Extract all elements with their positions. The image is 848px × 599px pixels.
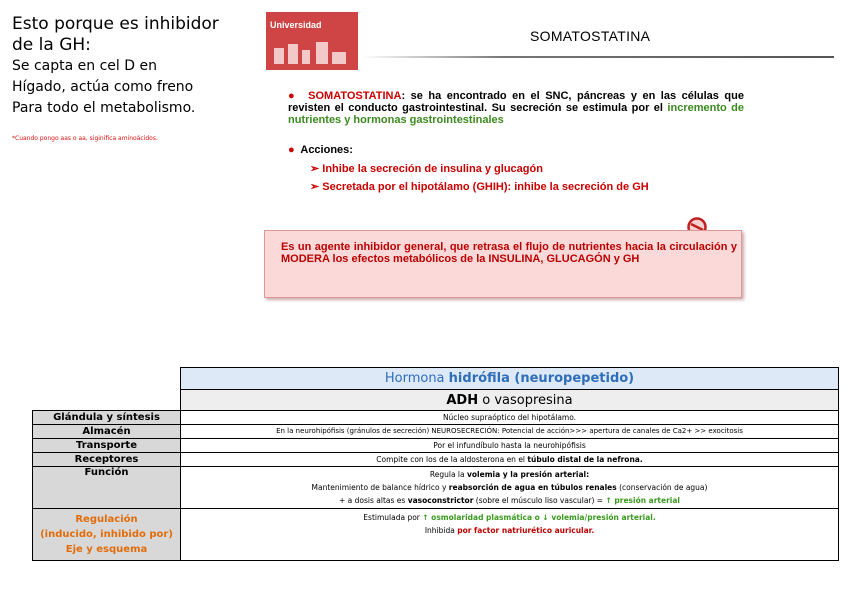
- bullet-dot: ●: [288, 90, 298, 102]
- callout-box: [264, 230, 742, 298]
- table-row: [33, 425, 839, 439]
- logo-text: Universidad: [270, 20, 322, 30]
- row-value: En la neurohipófisis (gránulos de secreción) NEUROSECRECIÓN: Potencial de acción>>> apertura de canales de Ca2+ >> exocitosis: [181, 425, 839, 439]
- hormone-name: ADH: [446, 392, 479, 408]
- table-row: [33, 439, 839, 453]
- row-value: [181, 453, 839, 467]
- value-text: Compite con los de la aldosterona en el: [376, 455, 528, 464]
- label-line: Regulación: [75, 514, 138, 525]
- note-line: Esto porque es inhibidor: [12, 14, 219, 34]
- value-text: (sobre el músculo liso vascular) =: [473, 496, 606, 505]
- row-label: [33, 509, 181, 561]
- value-text: Mantenimiento de balance hídrico y: [311, 483, 449, 492]
- highlight: incremento de nutrientes y hormonas gastrointestinales: [288, 102, 744, 126]
- row-label: Función: [33, 467, 181, 509]
- side-notes: [12, 14, 252, 142]
- row-label: Almacén: [33, 425, 181, 439]
- label-line: Eje y esquema: [65, 544, 148, 555]
- adh-table: [32, 367, 839, 561]
- sub-bullet: [310, 162, 543, 175]
- bullet-text: : se ha encontrado en el SNC, páncreas y en las células que revisten el conducto gastrointestinal. Su secreción se estimula por el: [288, 90, 744, 114]
- value-text: (conservación de agua): [616, 483, 708, 492]
- table-header-row: [33, 390, 839, 411]
- value-text: + a dosis altas es: [338, 496, 408, 505]
- value-line: [184, 468, 835, 481]
- sub-bullet-text: Inhibe la secreción de insulina y glucagón: [322, 163, 543, 175]
- value-highlight: ↑ osmolaridad plasmática o ↓ volemia/presión arterial.: [422, 513, 656, 522]
- bullet-dot: ●: [288, 144, 295, 156]
- value-text: Estimulada por: [363, 513, 423, 522]
- hormone-type-header: [181, 368, 839, 390]
- value-line: [184, 494, 835, 507]
- hormone-name-header: [181, 390, 839, 411]
- empty-corner: [33, 390, 181, 411]
- row-value: [181, 467, 839, 509]
- callout-text: Es un agente inhibidor general, que retrasa el flujo de nutrientes hacia la circulación y MODERA los efectos metabólicos de la INSULINA, GLUCAGÓN y GH: [281, 241, 737, 265]
- value-highlight: por factor natriurético auricular.: [457, 526, 595, 535]
- note-line: Para todo el metabolismo.: [12, 100, 196, 116]
- value-line: [184, 481, 835, 494]
- note-line: Se capta en cel D en: [12, 58, 157, 74]
- value-line: [184, 524, 835, 537]
- label-line: (inducido, inhibido por): [40, 529, 173, 540]
- row-value: Por el infundíbulo hasta la neurohipófisis: [181, 439, 839, 453]
- row-label: Transporte: [33, 439, 181, 453]
- sub-bullet: [310, 180, 649, 193]
- table-row: [33, 411, 839, 425]
- table-row: [33, 509, 839, 561]
- bullet-somatostatina: [288, 90, 744, 126]
- title-divider: [362, 56, 834, 58]
- arrow-icon: ➢: [310, 181, 320, 193]
- slide-title: SOMATOSTATINA: [530, 28, 651, 44]
- row-value: [181, 509, 839, 561]
- value-bold: túbulo distal de la nefrona.: [527, 455, 643, 464]
- sub-bullet-text: Secretada por el hipotálamo (GHIH): inhibe la secreción de GH: [322, 181, 649, 193]
- value-bold: vasoconstrictor: [407, 496, 474, 505]
- term: SOMATOSTATINA: [308, 90, 402, 102]
- empty-corner: [33, 368, 181, 390]
- row-label: Glándula y síntesis: [33, 411, 181, 425]
- bullet-acciones: [288, 144, 353, 156]
- row-value: Núcleo supraóptico del hipotálamo.: [181, 411, 839, 425]
- value-text: Inhibida: [424, 526, 458, 535]
- university-logo: [266, 12, 358, 70]
- arrow-icon: ➢: [310, 163, 320, 175]
- value-text: Regula la: [429, 470, 467, 479]
- hormone-alias: o vasopresina: [478, 392, 573, 408]
- note-line: de la GH:: [12, 35, 91, 55]
- value-bold: volemia y la presión arterial:: [467, 470, 590, 479]
- header-bold: hidrófila (neuropepetido): [448, 371, 635, 386]
- table-header-row: [33, 368, 839, 390]
- table-row: [33, 453, 839, 467]
- value-bold: reabsorción de agua en túbulos renales: [448, 483, 617, 492]
- row-label: Receptores: [33, 453, 181, 467]
- table-row: [33, 467, 839, 509]
- footnote: *Cuando pongo aas o aa, siginifica aminoácidos.: [12, 135, 158, 142]
- note-line: Hígado, actúa como freno: [12, 79, 194, 95]
- bullet-text: Acciones:: [300, 144, 353, 156]
- value-line: [184, 511, 835, 524]
- header-text: Hormona: [384, 371, 449, 386]
- value-highlight: ↑ presión arterial: [605, 496, 681, 505]
